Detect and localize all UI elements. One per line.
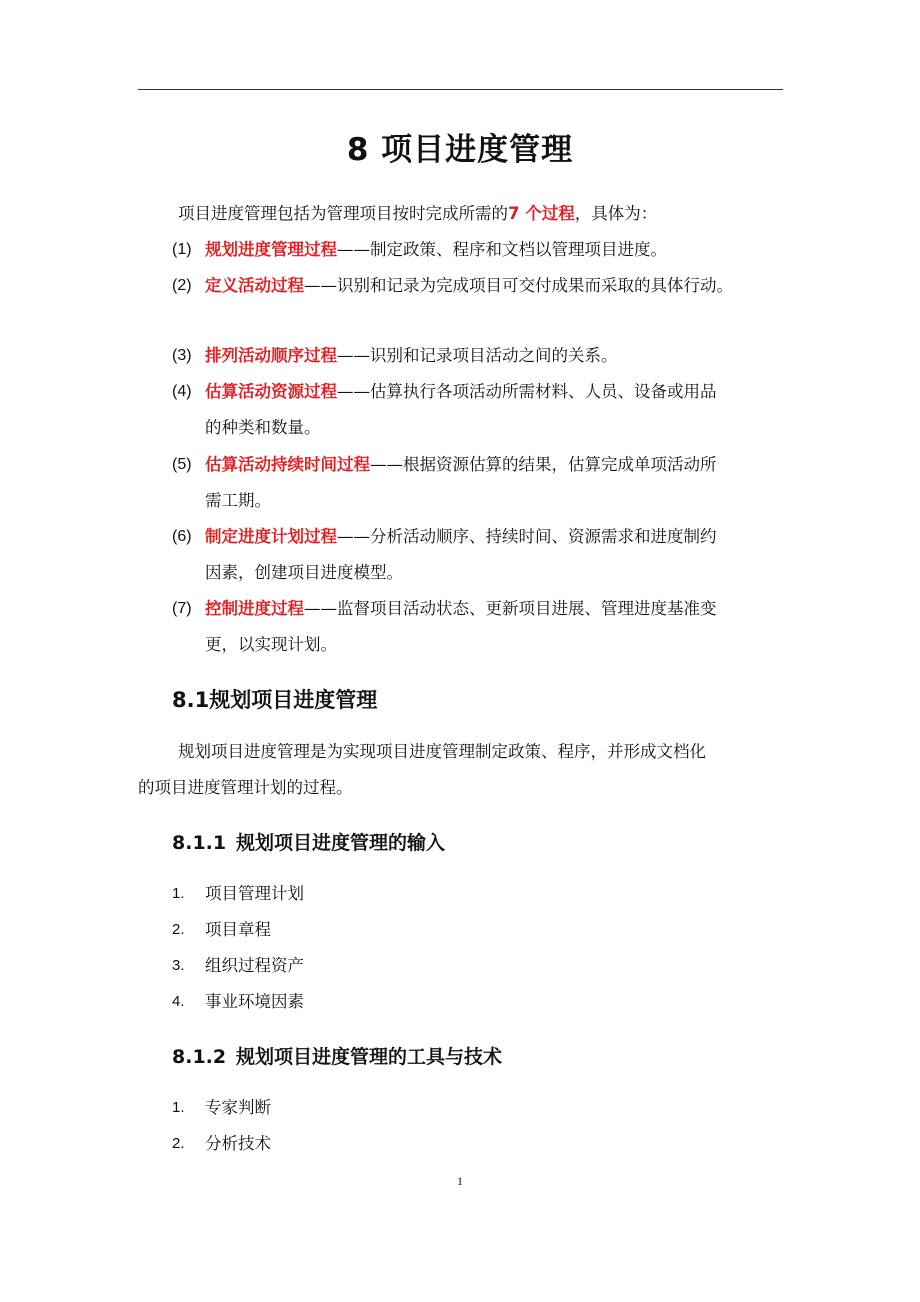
process-2-number: (2): [172, 277, 192, 294]
section-8-1-1-number: 8.1.1: [172, 832, 227, 854]
process-7-desc: ——监督项目活动状态、更新项目进展、管理进度基准变: [304, 599, 717, 618]
process-5-desc: ——根据资源估算的结果，估算完成单项活动所: [370, 455, 717, 474]
process-7: [205, 591, 717, 627]
input-item-4: 事业环境因素: [205, 992, 304, 1011]
section-8-1-paragraph-line1: 规划项目进度管理是为实现项目进度管理制定政策、程序，并形成文档化: [178, 742, 706, 761]
section-8-1-heading: 8.1规划项目进度管理: [172, 688, 378, 712]
chapter-title: 8 项目进度管理: [346, 132, 574, 168]
process-1-desc: ——制定政策、程序和文档以管理项目进度。: [337, 240, 667, 259]
process-2: [205, 268, 733, 304]
section-8-1-1-title: 规划项目进度管理的输入: [236, 832, 446, 854]
process-4: [205, 374, 717, 410]
process-6-continuation: 因素，创建项目进度模型。: [205, 563, 403, 582]
process-7-number: (7): [172, 600, 192, 617]
process-6-desc: ——分析活动顺序、持续时间、资源需求和进度制约: [337, 527, 717, 546]
process-1: [205, 232, 667, 268]
process-4-desc: ——估算执行各项活动所需材料、人员、设备或用品: [337, 382, 717, 401]
process-5-name: 估算活动持续时间过程: [205, 455, 370, 474]
intro-paragraph: [178, 196, 657, 232]
process-3-name: 排列活动顺序过程: [205, 346, 337, 365]
section-8-1-paragraph-line2: 的项目进度管理计划的过程。: [138, 778, 353, 797]
tool-item-2-number: 2.: [172, 1135, 185, 1152]
process-1-name: 规划进度管理过程: [205, 240, 337, 259]
process-7-continuation: 更，以实现计划。: [205, 635, 337, 654]
input-item-1-number: 1.: [172, 885, 185, 902]
intro-before: 项目进度管理包括为管理项目按时完成所需的: [178, 204, 508, 223]
tool-item-2: 分析技术: [205, 1134, 271, 1153]
page-number: 1: [457, 1174, 463, 1188]
input-item-3-number: 3.: [172, 957, 185, 974]
section-8-1-2-title: 规划项目进度管理的工具与技术: [236, 1046, 503, 1068]
process-4-number: (4): [172, 383, 192, 400]
header-rule: [138, 89, 783, 90]
input-item-4-number: 4.: [172, 993, 185, 1010]
input-item-3: 组织过程资产: [205, 956, 304, 975]
input-item-2: 项目章程: [205, 920, 271, 939]
process-6-name: 制定进度计划过程: [205, 527, 337, 546]
process-5-continuation: 需工期。: [205, 491, 271, 510]
tool-item-1-number: 1.: [172, 1099, 185, 1116]
section-8-1-2-number: 8.1.2: [172, 1046, 227, 1068]
input-item-2-number: 2.: [172, 921, 185, 938]
process-4-name: 估算活动资源过程: [205, 382, 337, 401]
process-5-number: (5): [172, 456, 192, 473]
process-6-number: (6): [172, 528, 192, 545]
section-8-1-1-heading: [172, 828, 445, 855]
process-5: [205, 447, 717, 483]
process-2-name: 定义活动过程: [205, 276, 304, 295]
tool-item-1: 专家判断: [205, 1098, 271, 1117]
process-6: [205, 519, 717, 555]
section-8-1-2-heading: [172, 1042, 502, 1069]
process-3: [205, 338, 618, 374]
process-7-name: 控制进度过程: [205, 599, 304, 618]
process-4-continuation: 的种类和数量。: [205, 418, 321, 437]
intro-after: ，具体为：: [574, 204, 658, 223]
process-3-desc: ——识别和记录项目活动之间的关系。: [337, 346, 618, 365]
input-item-1: 项目管理计划: [205, 884, 304, 903]
process-1-number: (1): [172, 241, 192, 258]
process-3-number: (3): [172, 347, 192, 364]
process-2-desc: ——识别和记录为完成项目可交付成果而采取的具体行动。: [304, 276, 733, 295]
intro-highlight: 7 个过程: [508, 204, 575, 223]
